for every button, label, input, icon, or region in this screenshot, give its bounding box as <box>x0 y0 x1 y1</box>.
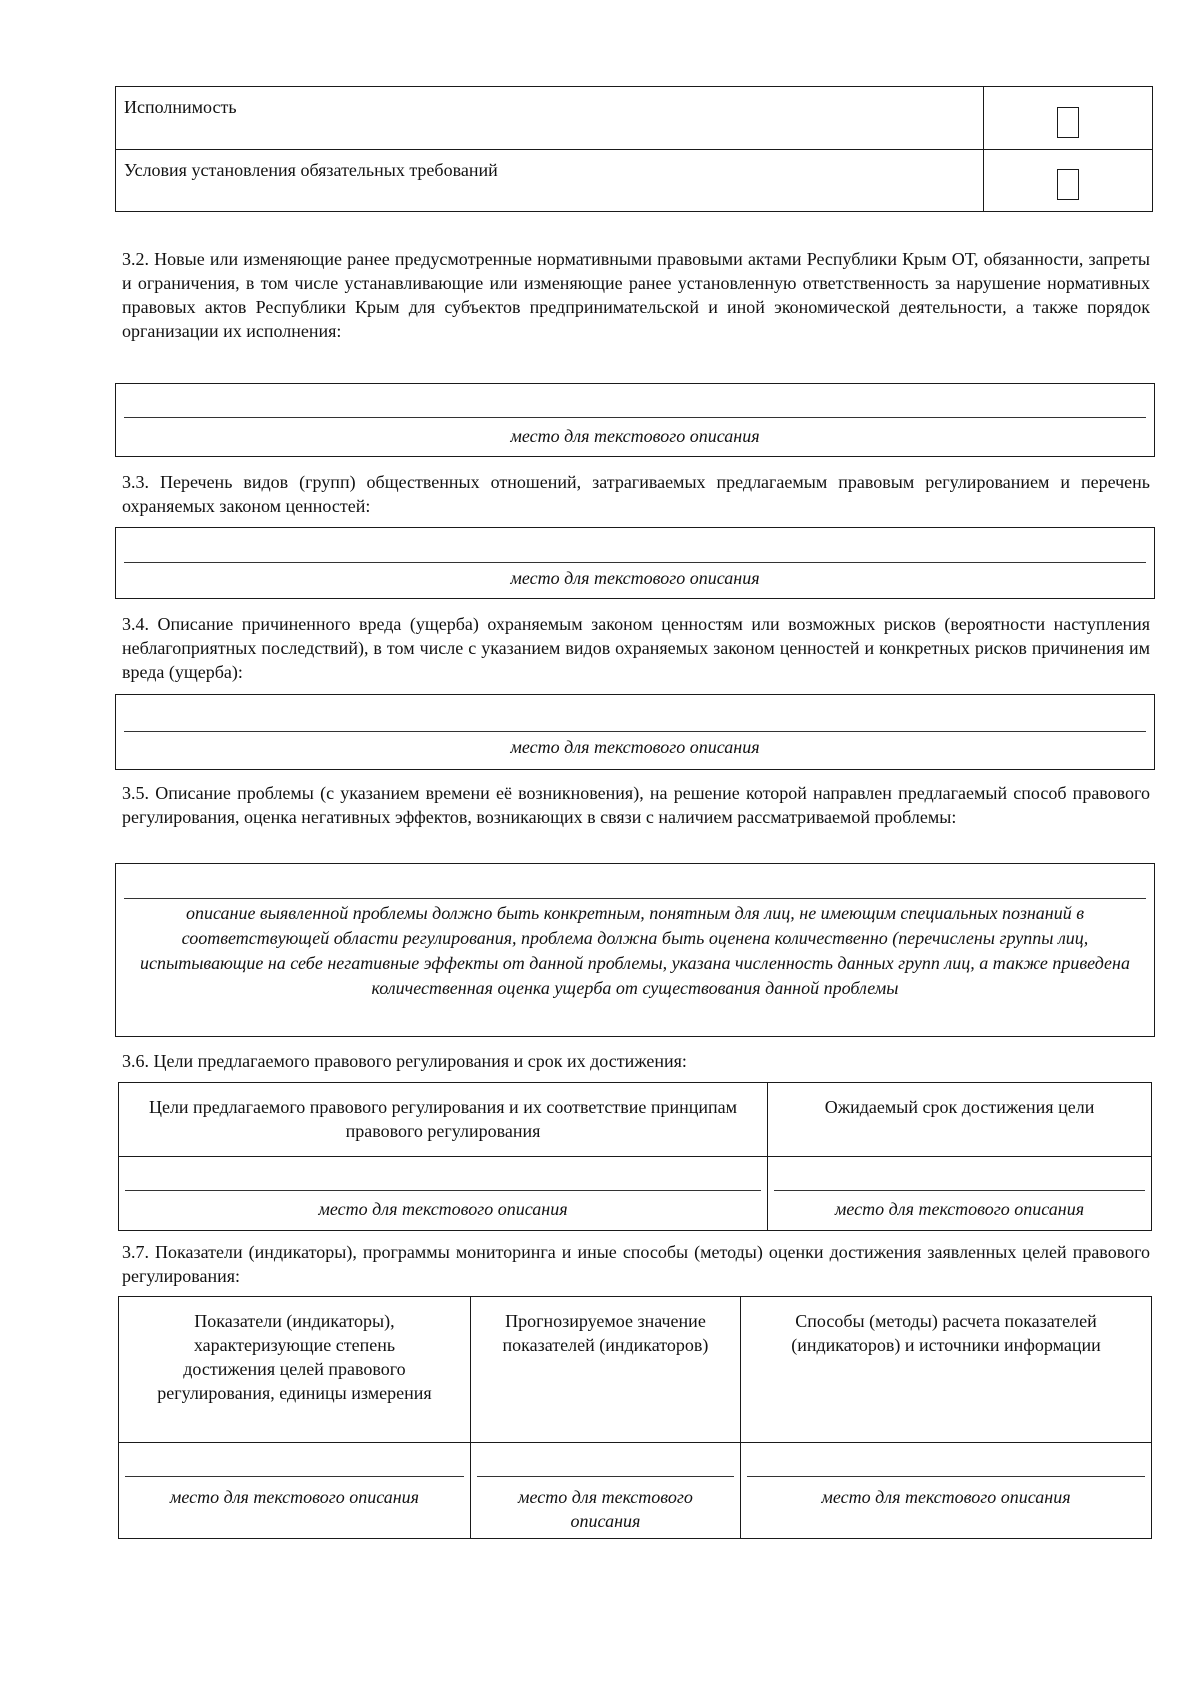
checklist-checkbox-cell <box>984 87 1152 149</box>
indicators-hint: место для текстового описания <box>169 1487 420 1507</box>
checklist-row <box>116 87 1152 149</box>
fill-line <box>124 417 1146 418</box>
section-3-3-textbox[interactable] <box>115 527 1155 599</box>
checklist-checkbox-cell <box>984 150 1152 211</box>
indicators-header-cell <box>119 1297 471 1443</box>
checklist-label: Исполнимость <box>116 87 984 149</box>
fill-line <box>747 1476 1145 1477</box>
fill-line <box>125 1190 761 1191</box>
fill-line <box>125 1476 464 1477</box>
section-3-3-text: 3.3. Перечень видов (групп) общественных отношений, затрагиваемых предлагаемым правовым регулированием и перечень охраняемых законом ценностей: <box>122 472 1150 516</box>
section-3-2-textbox[interactable] <box>115 383 1155 457</box>
section-3-4-hint: место для текстового описания <box>510 737 760 757</box>
checkbox-ispolnimost[interactable] <box>1057 107 1079 138</box>
indicators-table <box>118 1296 1152 1539</box>
indicators-header-forecast: Прогнозируемое значение показателей (индикаторов) <box>502 1311 709 1355</box>
section-3-4-textbox[interactable] <box>115 694 1155 770</box>
section-3-5-hint: описание выявленной проблемы должно быть конкретным, понятным для лиц, не имеющим специальных познаний в соответствующей области регулирования, проблема должна быть оценена количественно (перечислены группы лиц, испытывающие на себе негативные эффекты от данной проблемы, указана численность данных групп лиц, а также приведена количественная оценка ущерба от существования данной проблемы <box>140 903 1130 998</box>
deadline-hint: место для текстового описания <box>834 1199 1085 1219</box>
methods-input-cell[interactable] <box>741 1443 1152 1539</box>
indicators-header-cell <box>741 1297 1152 1443</box>
fill-line <box>477 1476 734 1477</box>
indicators-header-cell <box>470 1297 740 1443</box>
goals-header-goals: Цели предлагаемого правового регулирования и их соответствие принципам правового регулирования <box>148 1097 738 1141</box>
checklist-row <box>116 149 1152 211</box>
indicators-header-methods: Способы (методы) расчета показателей (индикаторов) и источники информации <box>791 1311 1101 1355</box>
section-3-5-text: 3.5. Описание проблемы (с указанием времени её возникновения), на решение которой направлен предлагаемый способ правового регулирования, оценка негативных эффектов, возникающих в связи с наличием рассматриваемой проблемы: <box>122 783 1150 827</box>
indicators-header-indicators: Показатели (индикаторы), характеризующие степень достижения целей правового регулирования, единицы измерения <box>157 1311 432 1403</box>
goals-header-cell <box>768 1083 1152 1157</box>
methods-hint: место для текстового описания <box>821 1487 1071 1507</box>
forecast-hint: место для текстового описания <box>518 1487 693 1531</box>
section-3-2-hint: место для текстового описания <box>510 426 760 446</box>
section-3-6-text: 3.6. Цели предлагаемого правового регулирования и срок их достижения: <box>122 1051 687 1071</box>
forecast-input-cell[interactable] <box>470 1443 740 1539</box>
criteria-checklist-table <box>115 86 1153 212</box>
section-3-2-text: 3.2. Новые или изменяющие ранее предусмотренные нормативными правовыми актами Республики Крым ОТ, обязанности, запреты и ограничения, в том числе устанавливающие или изменяющие ранее установленную ответственность за нарушение нормативных правовых актов Республики Крым для субъектов предпринимательской и иной экономической деятельности, а также порядок организации их исполнения: <box>122 249 1150 341</box>
goals-input-cell[interactable] <box>119 1157 768 1231</box>
fill-line <box>124 731 1146 732</box>
fill-line <box>124 898 1146 899</box>
deadline-input-cell[interactable] <box>768 1157 1152 1231</box>
goals-hint: место для текстового описания <box>318 1199 568 1219</box>
goals-header-cell <box>119 1083 768 1157</box>
goals-header-deadline: Ожидаемый срок достижения цели <box>824 1097 1095 1117</box>
fill-line <box>124 562 1146 563</box>
section-3-7-text: 3.7. Показатели (индикаторы), программы мониторинга и иные способы (методы) оценки достижения заявленных целей правового регулирования: <box>122 1242 1150 1286</box>
section-3-5-textbox[interactable] <box>115 863 1155 1037</box>
fill-line <box>774 1190 1145 1191</box>
section-3-4-text: 3.4. Описание причиненного вреда (ущерба) охраняемым законом ценностям или возможных рисков (вероятности наступления неблагоприятных последствий), в том числе с указанием видов охраняемых законом ценностей и конкретных рисков причинения им вреда (ущерба): <box>122 614 1150 682</box>
goals-table <box>118 1082 1152 1231</box>
checkbox-usloviya[interactable] <box>1057 169 1079 200</box>
indicators-input-cell[interactable] <box>119 1443 471 1539</box>
checklist-label: Условия установления обязательных требований <box>116 150 984 211</box>
section-3-3-hint: место для текстового описания <box>510 568 760 588</box>
